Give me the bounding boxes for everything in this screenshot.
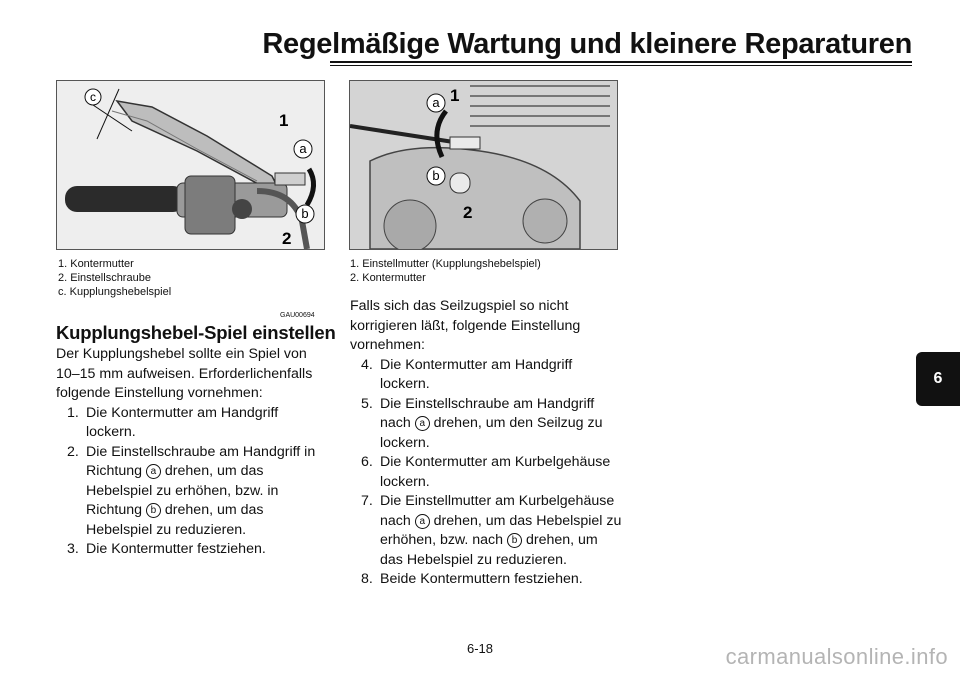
- callout-item: 2. Kontermutter: [350, 272, 426, 284]
- symbol-a: a: [415, 514, 430, 529]
- step-number: 5.: [361, 395, 373, 412]
- label-2: 2: [282, 229, 292, 248]
- column1-body: [56, 345, 328, 560]
- callout-item: 1. Einstellmutter (Kupplungshebelspiel): [350, 258, 541, 270]
- step-text: Die Kontermutter am Handgriff lockern.: [380, 356, 573, 392]
- intro-paragraph: Der Kupplungshebel sollte ein Spiel von 10–15 mm aufweisen. Erforderlichenfalls folgende Einstellung vornehmen:: [56, 346, 313, 401]
- label-a: a: [299, 141, 307, 156]
- page-header-title: Regelmäßige Wartung und kleinere Reparaturen: [262, 28, 912, 60]
- step-number: 3.: [67, 541, 79, 557]
- step-text: Die Einstellschraube am Handgriff nach: [380, 395, 595, 431]
- figure-clutch-lever: [56, 80, 325, 250]
- intro-paragraph: Falls sich das Seilzugspiel so nicht korrigieren läßt, folgende Einstellung vornehmen:: [350, 298, 581, 353]
- step-text: Beide Kontermuttern festziehen.: [380, 571, 583, 587]
- step-text: drehen, um das Hebelspiel zu erhöhen, bzw. nach: [380, 512, 622, 548]
- watermark: carmanualsonline.info: [725, 644, 948, 669]
- callout-item: 2. Einstellschraube: [58, 272, 151, 284]
- section-code: GAU00694: [280, 312, 315, 319]
- step-text: drehen, um das Hebelspiel zu erhöhen, bzw. in Richtung: [86, 463, 279, 518]
- step-item: [350, 356, 622, 395]
- step-text: drehen, um den Seilzug zu lockern.: [380, 415, 603, 451]
- header-rule: [330, 61, 912, 63]
- step-text: drehen, um das Hebelspiel zu reduzieren.: [380, 532, 598, 568]
- step-text: Die Einstellmutter am Kurbelgehäuse nach: [380, 493, 615, 529]
- step-item: [350, 395, 622, 454]
- step-list: [56, 404, 328, 560]
- step-list: [350, 356, 622, 590]
- symbol-b: b: [507, 533, 522, 548]
- label-1: 1: [450, 86, 460, 105]
- label-2: 2: [463, 203, 473, 222]
- step-text: Die Kontermutter festziehen.: [86, 541, 266, 557]
- symbol-b: b: [146, 503, 161, 518]
- callout-item: c. Kupplungshebelspiel: [58, 286, 172, 298]
- step-item: [350, 492, 622, 570]
- label-b: b: [301, 206, 309, 221]
- step-number: 6.: [361, 454, 373, 470]
- page-number: 6-18: [466, 641, 494, 656]
- label-b: b: [432, 168, 440, 183]
- figure1-callouts: [58, 257, 171, 299]
- step-item: [56, 404, 328, 443]
- step-text: Die Kontermutter am Handgriff lockern.: [86, 404, 279, 440]
- step-text: drehen, um das Hebelspiel zu reduzieren.: [86, 502, 264, 538]
- engine-illustration: [350, 81, 617, 249]
- step-text: Die Einstellschraube am Handgriff in Richtung: [86, 443, 316, 479]
- symbol-a: a: [146, 464, 161, 479]
- chapter-tab: 6: [916, 352, 960, 406]
- step-item: [350, 453, 622, 492]
- symbol-a: a: [415, 416, 430, 431]
- step-number: 2.: [67, 443, 79, 460]
- label-a: a: [432, 95, 440, 110]
- section-title: Kupplungshebel-Spiel einstellen: [56, 322, 336, 343]
- figure-engine-adjuster: [349, 80, 618, 250]
- step-number: 8.: [361, 571, 373, 587]
- step-number: 4.: [361, 356, 373, 373]
- header-rule-thin: [330, 65, 912, 66]
- step-text: Die Kontermutter am Kurbelgehäuse lockern.: [380, 454, 611, 490]
- step-number: 7.: [361, 493, 373, 509]
- figure2-callouts: [350, 257, 541, 285]
- label-1: 1: [279, 111, 289, 130]
- step-item: [56, 443, 328, 541]
- column2-body: [350, 297, 622, 590]
- callout-item: 1. Kontermutter: [58, 258, 134, 270]
- label-c: c: [90, 90, 96, 104]
- clutch-lever-illustration: [57, 81, 324, 249]
- step-item: [350, 570, 622, 590]
- step-number: 1.: [67, 404, 79, 421]
- step-item: [56, 540, 328, 560]
